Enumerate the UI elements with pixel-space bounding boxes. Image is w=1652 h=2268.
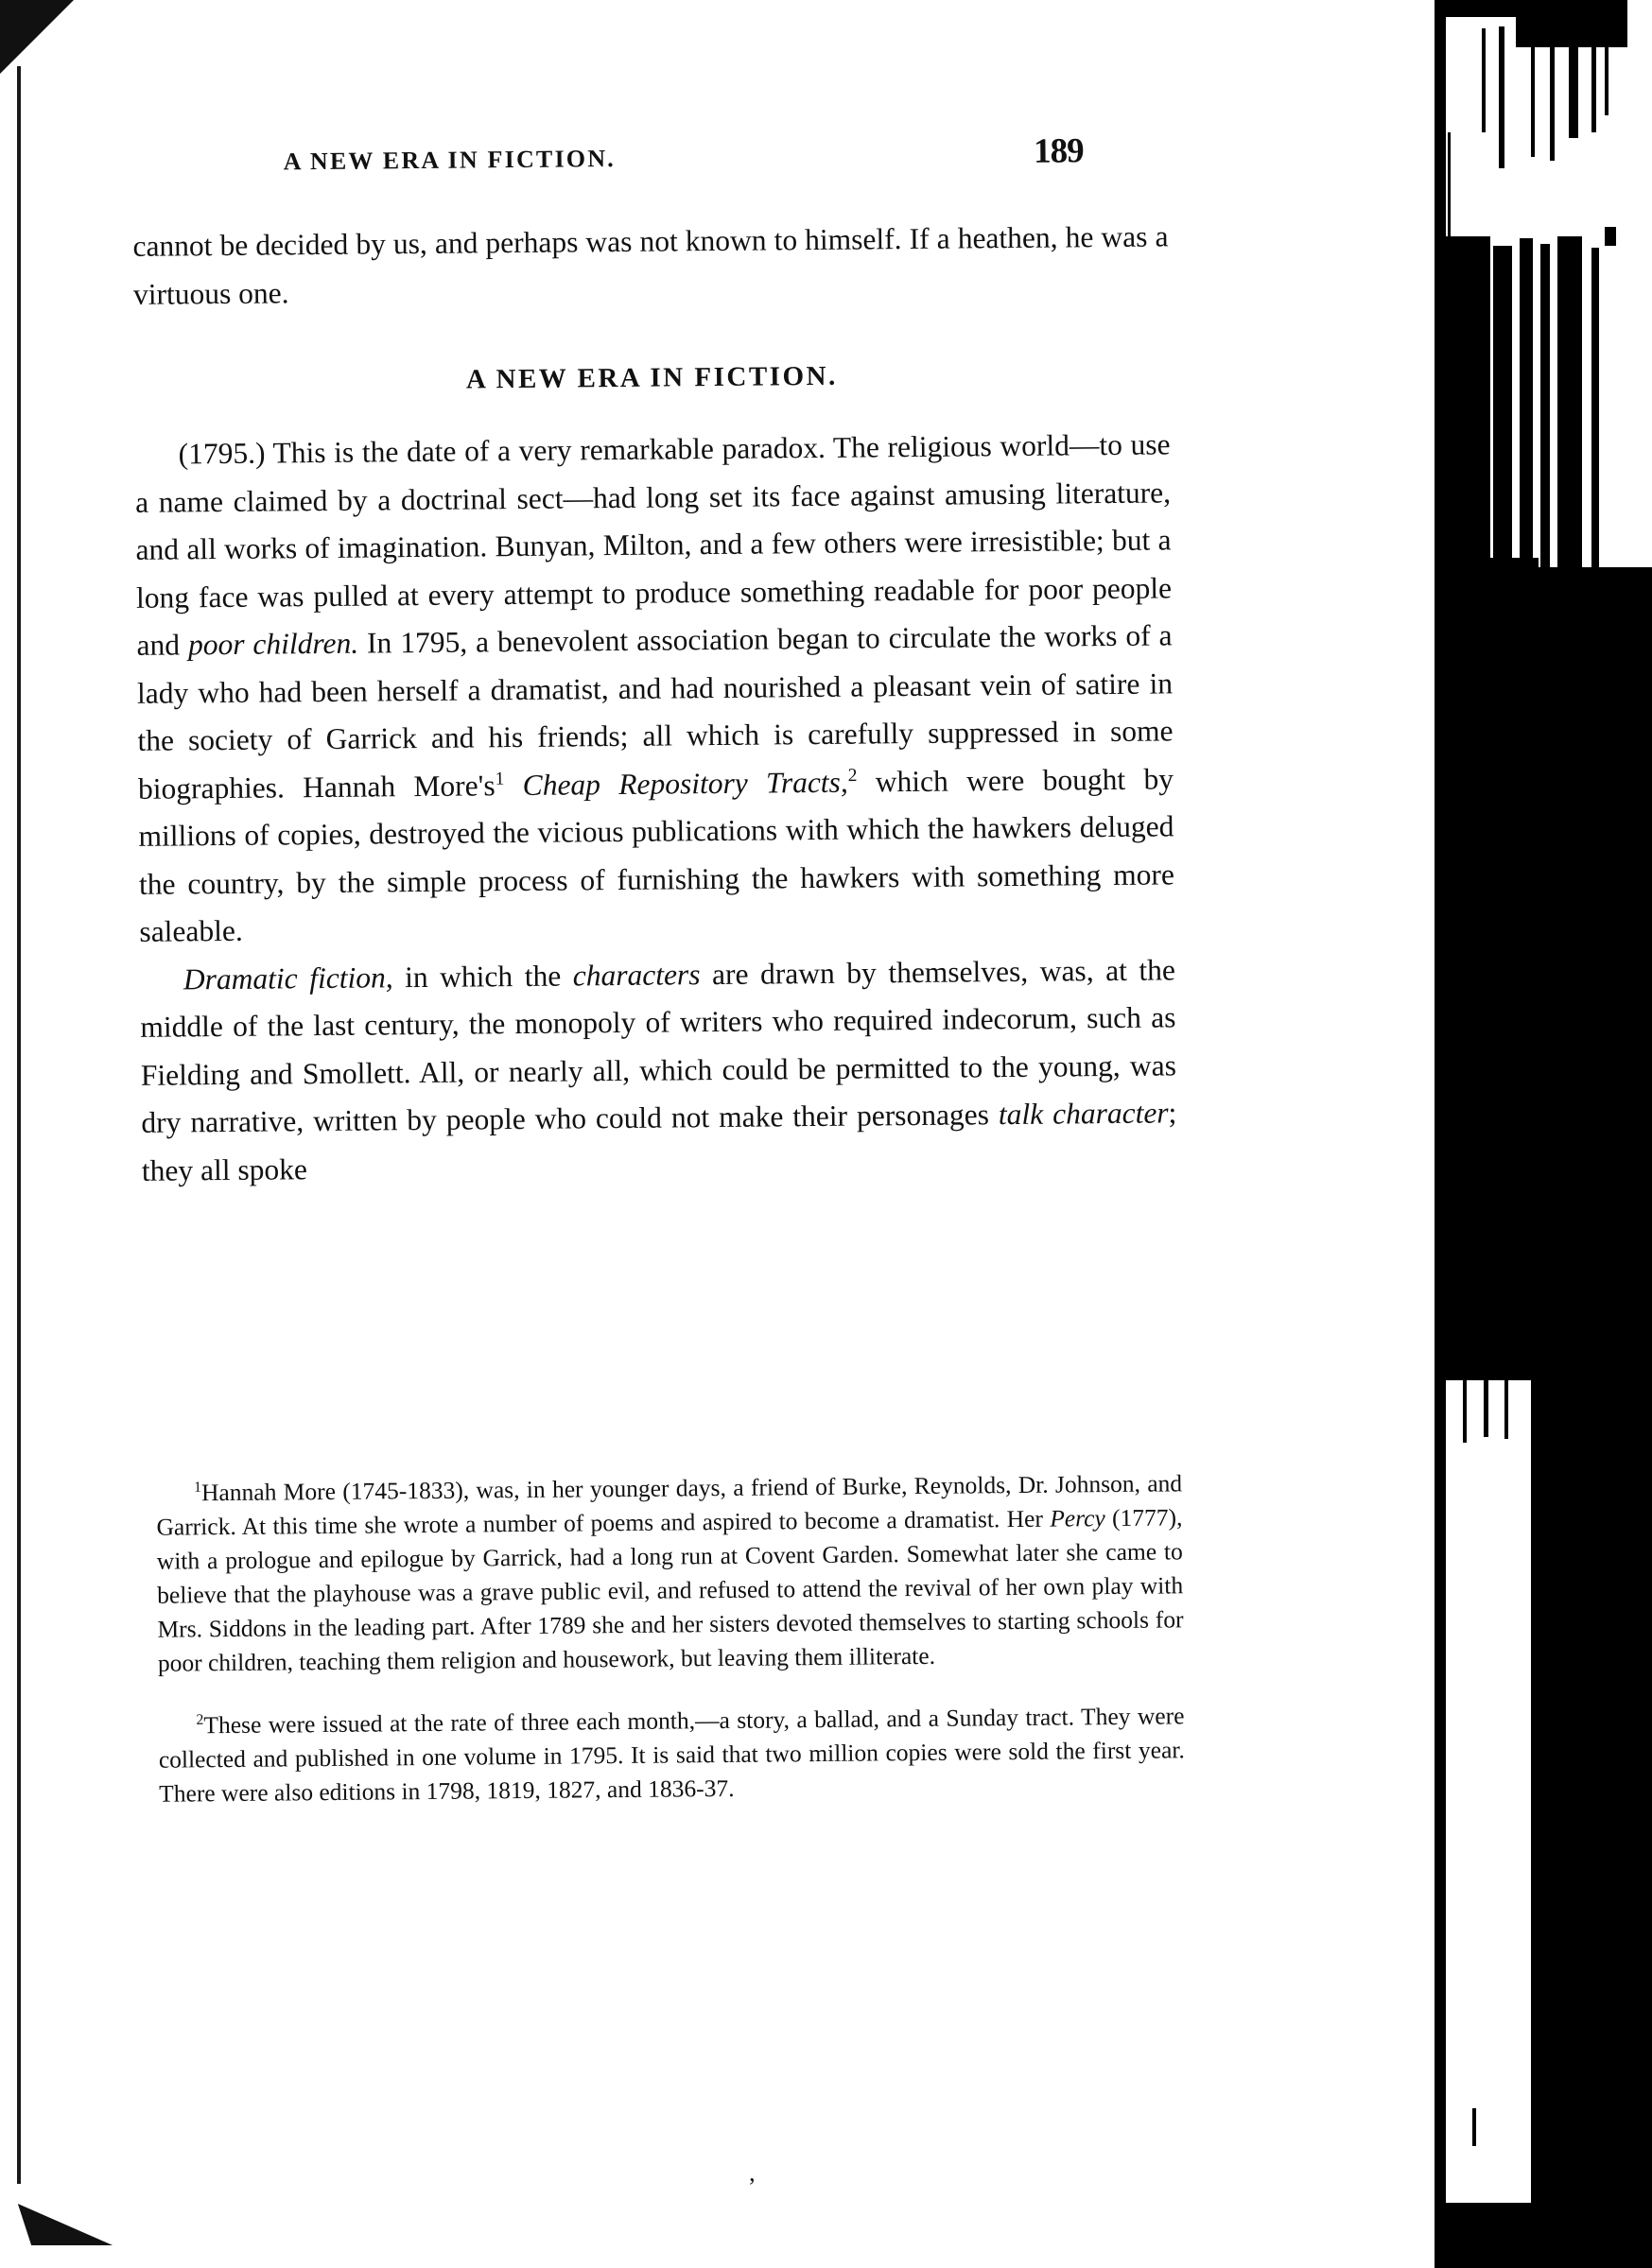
running-head: A NEW ERA IN FICTION. <box>283 145 617 176</box>
footnote-marker-1: 1 <box>495 769 505 789</box>
paragraph-continued <box>132 213 1169 319</box>
page-tail-mark: , <box>748 2158 756 2187</box>
paragraph-1-italic-b: Cheap Repository Tracts, <box>504 765 848 802</box>
section-title: A NEW ERA IN FICTION. <box>465 360 838 395</box>
scan-gutter-shadow <box>1425 0 1652 2268</box>
footnote-2-text-a: These were issued at the rate of three each month,—a story, a ballad, and a Sunday tract. They were collected and published in one volume in 1795. It is said that two million copies were sold the first year. There were also editions in 1798, 1819, 1827, and 1836-37. <box>158 1702 1185 1808</box>
page-left-edge-shadow <box>0 0 57 2268</box>
page-corner-bottom-marker <box>18 2204 113 2245</box>
paragraph-1-text-b: In 1795, a benevolent association began to circulate the works of a lady who had been herself a dramatist, and had nourished a pleasant vein of satire in the society of Garrick and his friends; all which is carefully suppressed in some biographies. Hannah More's <box>136 618 1174 805</box>
page-content <box>123 0 1185 2268</box>
footnote-2 <box>158 1699 1185 1810</box>
footnotes-section <box>156 1466 1185 1810</box>
page-number: 189 <box>1033 131 1084 171</box>
footnote-1-text-b: (1777), with a prologue and epilogue by Garrick, had a long run at Covent Garden. Somewhat later she came to believe that the playhouse was a grave public evil, and refused to attend the revival of her own play with Mrs. Siddons in the leading part. After 1789 she and her sisters devoted themselves to starting schools for poor children, teaching them religion and housework, but leaving them illiterate. <box>156 1503 1184 1677</box>
footnote-2-marker: 2 <box>196 1711 204 1728</box>
page-corner-top-marker <box>0 0 74 74</box>
footnote-1-marker: 1 <box>194 1479 202 1496</box>
paragraph-2-italic-a: Dramatic fiction, <box>183 960 393 995</box>
footnote-marker-2: 2 <box>847 765 858 786</box>
paragraph-2 <box>140 946 1177 1195</box>
footnote-1-italic: Percy <box>1050 1504 1105 1532</box>
paragraph-1-text-a: (1795.) This is the date of a very remarkable paradox. The religious world—to use a name claimed by a doctrinal sect—had long set its face against amusing literature, and all works of imagination. Bunyan, Milton, and a few others were irresistible; but a long face was pulled at every attempt to produce something readable for poor people and <box>134 427 1173 662</box>
paragraph-continued-text: cannot be decided by us, and perhaps was not known to himself. If a heathen, he was a virtuous one. <box>132 219 1169 311</box>
paragraph-2-italic-b: characters <box>572 957 701 992</box>
paragraph-2-text-c: ; they all spoke <box>141 1096 1177 1187</box>
footnote-1-text-a: Hannah More (1745-1833), was, in her younger days, a friend of Burke, Reynolds, Dr. Johnson, and Garrick. At this time she wrote a number of poems and aspired to become a dramatist. Her <box>156 1469 1183 1541</box>
page-header <box>124 130 1164 181</box>
paragraph-1 <box>134 421 1174 956</box>
paragraph-1-text-c: which were bought by millions of copies, destroyed the vicious publications with which the hawkers deluged the country, by the simple process of furnishing the hawkers with something more saleable. <box>138 761 1175 948</box>
footnote-1 <box>156 1466 1184 1680</box>
paragraph-2-text-b: are drawn by themselves, was, at the middle of the last century, the monopoly of writers who required indecorum, such as Fielding and Smollett. All, or nearly all, which could be permitted to the young, was dry narrative, written by people who could not make their personages <box>140 952 1177 1139</box>
body-text <box>132 213 1177 1194</box>
paragraph-1-italic-a: poor children. <box>187 626 359 662</box>
paragraph-2-text-a: in which the <box>392 958 573 994</box>
paragraph-2-italic-c: talk character <box>998 1096 1169 1132</box>
